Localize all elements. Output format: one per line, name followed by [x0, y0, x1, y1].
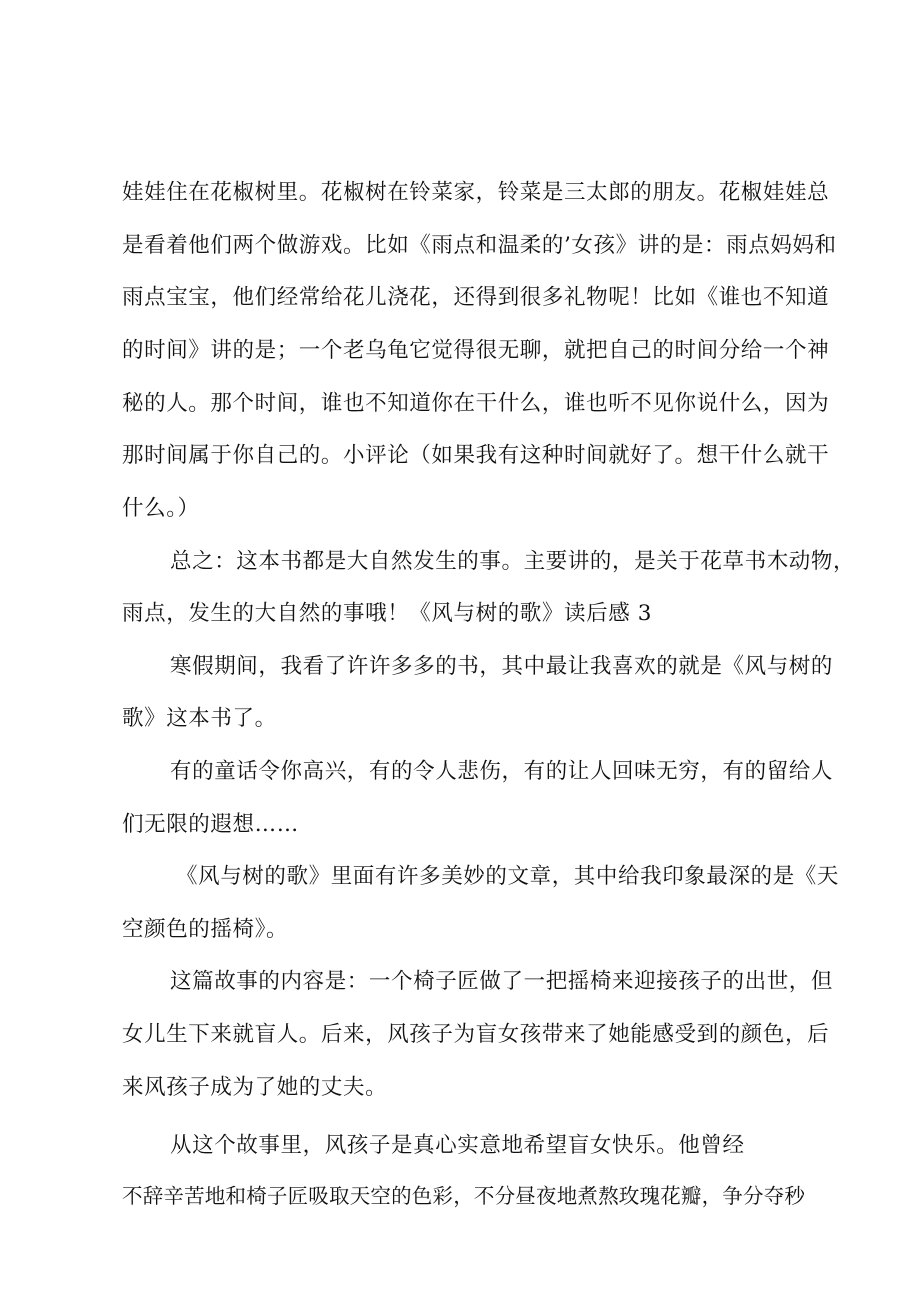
text-line: 是看着他们两个做游戏。比如《雨点和温柔的’女孩》讲的是：雨点妈妈和	[122, 233, 837, 258]
text-line: 娃娃住在花椒树里。花椒树在铃菜家，铃菜是三太郎的朋友。花椒娃娃总	[122, 180, 830, 205]
paragraph-first-line: 从这个故事里，风孩子是真心实意地希望盲女快乐。他曾经	[170, 1133, 745, 1158]
paragraph-first-line: 寒假期间，我看了许许多多的书，其中最让我喜欢的就是《风与树的	[170, 654, 834, 679]
text-line: 女儿生下来就盲人。后来，风孩子为盲女孩带来了她能感受到的颜色，后	[122, 1022, 830, 1047]
paragraph-first-line: 有的童话令你高兴，有的令人悲伤，有的让人回味无穷，有的留给人	[170, 759, 834, 784]
text-line: 雨点，发生的大自然的事哦！《风与树的歌》读后感 3	[122, 601, 653, 626]
text-line: 秘的人。那个时间，谁也不知道你在干什么，谁也听不见你说什么，因为	[122, 391, 830, 416]
text-line: 什么。）	[122, 496, 200, 521]
text-line: 那时间属于你自己的。小评论（如果我有这种时间就好了。想干什么就干	[122, 443, 830, 468]
text-line: 的时间》讲的是；一个老乌龟它觉得很无聊，就把自己的时间分给一个神	[122, 338, 830, 363]
text-line: 空颜色的摇椅》。	[122, 917, 289, 942]
paragraph-first-line: 总之：这本书都是大自然发生的事。主要讲的，是关于花草书木动物，	[170, 549, 856, 574]
text-line: 不辞辛苦地和椅子匠吸取天空的色彩，不分昼夜地煮熬玫瑰花瓣，争分夺秒	[122, 1184, 806, 1208]
text-line: 歌》这本书了。	[122, 706, 277, 731]
paragraph-first-line: 这篇故事的内容是：一个椅子匠做了一把摇椅来迎接孩子的出世，但	[170, 969, 834, 994]
paragraph-first-line: 《风与树的歌》里面有许多美妙的文章，其中给我印象最深的是《天	[176, 864, 840, 889]
text-line: 雨点宝宝，他们经常给花儿浇花，还得到很多礼物呢！比如《谁也不知道	[122, 285, 830, 310]
text-line: 们无限的遐想……	[122, 812, 299, 837]
text-line: 来风孩子成为了她的丈夫。	[122, 1075, 388, 1100]
